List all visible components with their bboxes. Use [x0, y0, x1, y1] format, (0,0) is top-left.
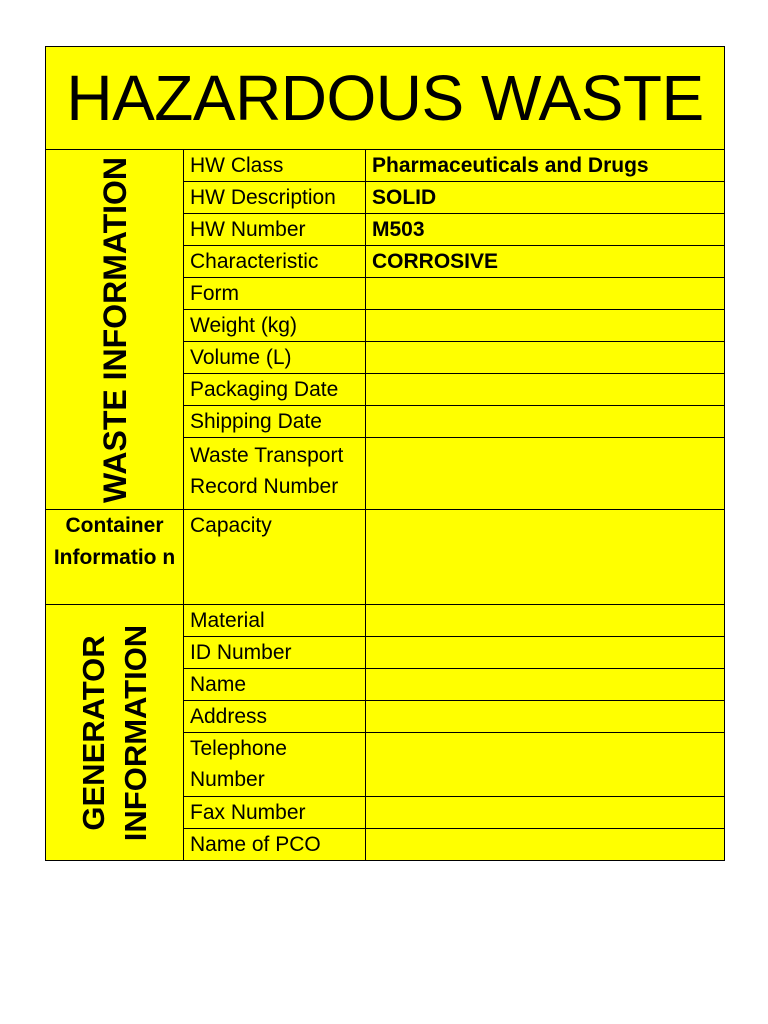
generator-heading-line1: GENERATOR [75, 634, 111, 831]
field-value-characteristic: CORROSIVE [366, 246, 725, 278]
field-label: Packaging Date [184, 374, 366, 406]
generator-information-heading [73, 624, 157, 840]
field-value-name [366, 669, 725, 701]
field-label: Telephone Number [184, 733, 366, 797]
field-value-transport-record [366, 438, 725, 510]
field-value-address [366, 701, 725, 733]
field-value-fax [366, 797, 725, 829]
field-value-hw-class: Pharmaceuticals and Drugs [366, 150, 725, 182]
field-value-id-number [366, 637, 725, 669]
field-label: ID Number [184, 637, 366, 669]
field-label: Name [184, 669, 366, 701]
field-label: Address [184, 701, 366, 733]
field-label: Fax Number [184, 797, 366, 829]
field-label: HW Description [184, 182, 366, 214]
field-label: Characteristic [184, 246, 366, 278]
waste-information-heading: WASTE INFORMATION [96, 156, 133, 503]
field-label: Capacity [184, 510, 366, 605]
field-value-hw-description: SOLID [366, 182, 725, 214]
field-value-hw-number: M503 [366, 214, 725, 246]
generator-heading-line2: INFORMATION [117, 624, 153, 841]
field-label: Material [184, 605, 366, 637]
field-label: Name of PCO [184, 829, 366, 861]
field-label: Waste Transport Record Number [184, 438, 366, 510]
field-value-capacity [366, 510, 725, 605]
field-label: HW Class [184, 150, 366, 182]
field-value-telephone [366, 733, 725, 797]
field-label: Volume (L) [184, 342, 366, 374]
field-label: Weight (kg) [184, 310, 366, 342]
field-value-form [366, 278, 725, 310]
container-information-heading: Container Informatio n [46, 510, 184, 605]
field-value-shipping-date [366, 406, 725, 438]
field-label: HW Number [184, 214, 366, 246]
label-title: HAZARDOUS WASTE [46, 47, 725, 150]
field-label: Shipping Date [184, 406, 366, 438]
waste-information-section [46, 150, 184, 510]
field-label: Form [184, 278, 366, 310]
field-value-pco-name [366, 829, 725, 861]
field-value-volume [366, 342, 725, 374]
label-table [45, 46, 725, 861]
generator-information-section [46, 605, 184, 861]
field-value-packaging-date [366, 374, 725, 406]
field-value-material [366, 605, 725, 637]
field-value-weight [366, 310, 725, 342]
hazardous-waste-label [45, 46, 724, 861]
